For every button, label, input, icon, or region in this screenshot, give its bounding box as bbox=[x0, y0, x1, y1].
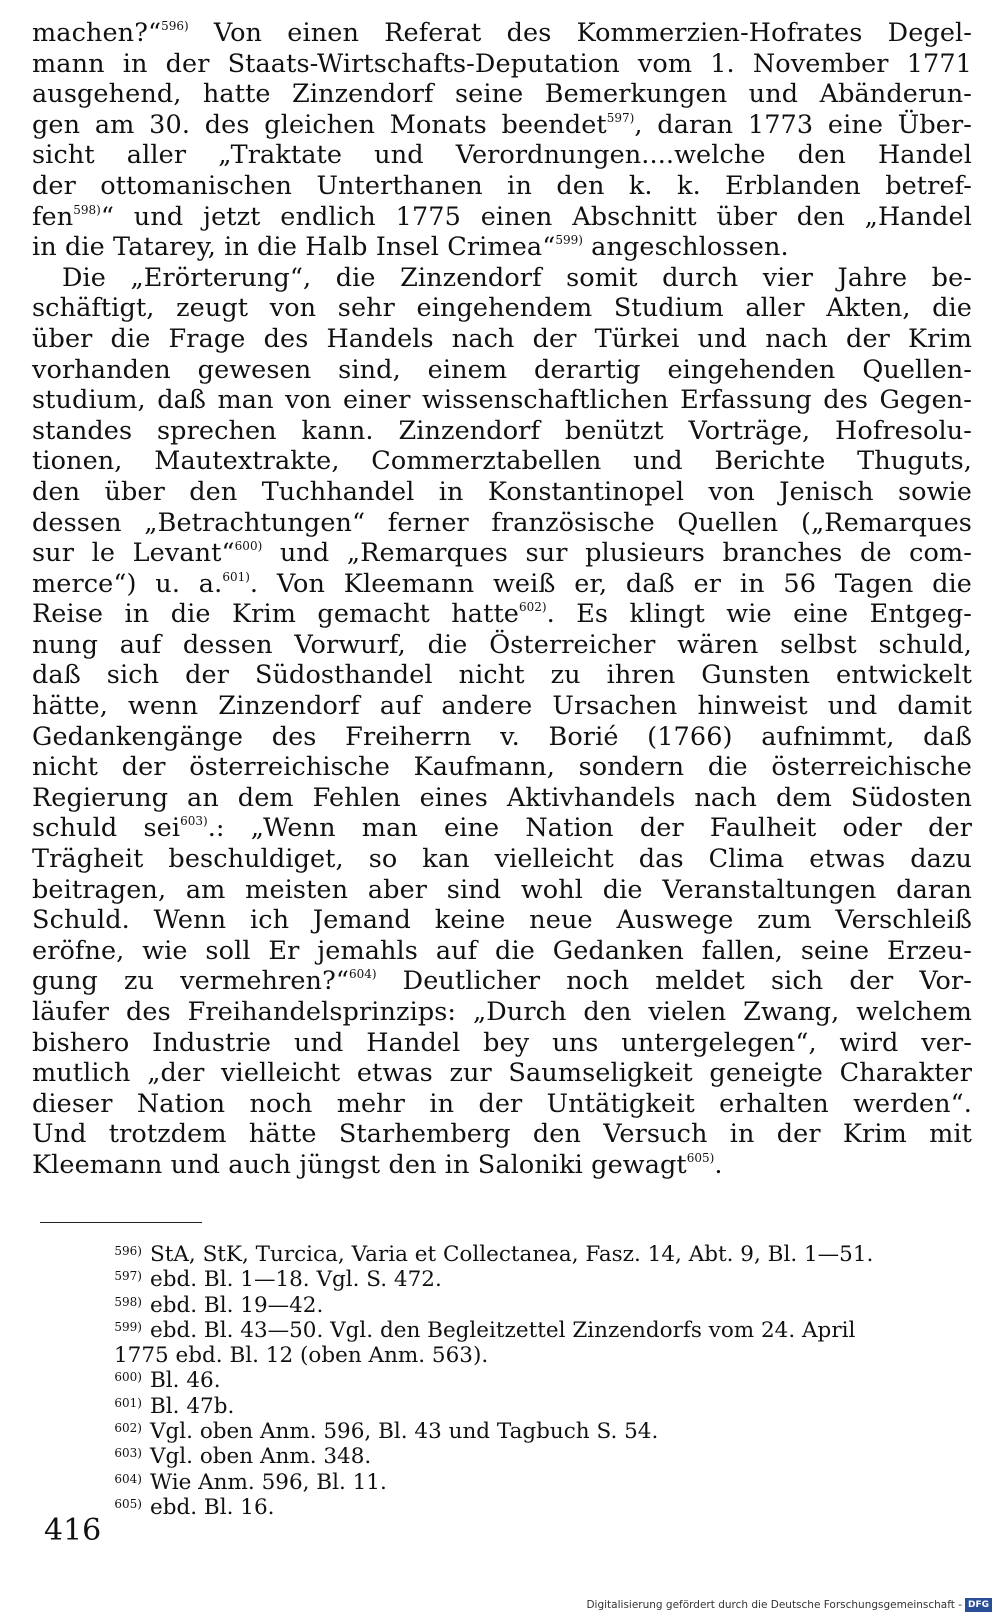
dfg-logo: DFG bbox=[965, 1598, 992, 1612]
footnote-text: Wie Anm. 596, Bl. 11. bbox=[150, 1469, 387, 1495]
text-line bbox=[32, 936, 972, 967]
text-line bbox=[32, 752, 972, 783]
footnote-ref: 600) bbox=[234, 539, 263, 554]
text-run: Regierung an dem Fehlen eines Aktivhandels nach dem Südosten bbox=[32, 782, 972, 813]
text-run: nicht der österreichische Kaufmann, sondern die österreichische bbox=[32, 752, 972, 783]
footnote-text: Bl. 47b. bbox=[150, 1393, 235, 1419]
text-line bbox=[32, 966, 972, 997]
digitization-credit bbox=[586, 1598, 992, 1612]
text-run: tionen, Mautextrakte, Commerztabellen und Berichte Thuguts, bbox=[32, 446, 972, 477]
text-line bbox=[32, 783, 972, 814]
text-run: standes sprechen kann. Zinzendorf benützt Vorträge, Hofresolu- bbox=[32, 415, 972, 446]
text-line bbox=[32, 630, 972, 661]
text-run: daß sich der Südosthandel nicht zu ihren Gunsten entwickelt bbox=[32, 660, 972, 691]
text-line bbox=[32, 324, 972, 355]
text-run: hätte, wenn Zinzendorf auf andere Ursachen hinweist und damit bbox=[32, 691, 972, 722]
footnote bbox=[76, 1242, 966, 1267]
footnote bbox=[76, 1318, 966, 1343]
footnote-number: 601) bbox=[114, 1395, 142, 1410]
text-line bbox=[32, 1150, 972, 1181]
text-run: der ottomanischen Unterthanen in den k. k. Erblanden betref- bbox=[32, 170, 972, 201]
text-run: . Es klingt wie eine Entgeg- bbox=[546, 599, 972, 630]
text-line bbox=[32, 49, 972, 80]
text-run: in die Tatarey, in die Halb Insel Crimea“ bbox=[32, 232, 556, 263]
text-run: dieser Nation noch mehr in der Untätigkeit erhalten werden“. bbox=[32, 1088, 972, 1119]
text-run: vorhanden gewesen sind, einem derartig eingehenden Quellen- bbox=[32, 354, 972, 385]
text-line bbox=[32, 1058, 972, 1089]
text-line bbox=[32, 446, 972, 477]
footnote-text: ebd. Bl. 43—50. Vgl. den Begleitzettel Zinzendorfs vom 24. April bbox=[150, 1317, 856, 1343]
footnote-number: 604) bbox=[114, 1471, 142, 1486]
text-run: und „Remarques sur plusieurs branches de com- bbox=[262, 538, 972, 569]
text-run: Trägheit beschuldiget, so kan vielleicht das Clima etwas dazu bbox=[32, 844, 972, 875]
text-run: schäftigt, zeugt von sehr eingehendem Studium aller Akten, die bbox=[32, 293, 972, 324]
text-line bbox=[32, 263, 972, 294]
footnote-number: 605) bbox=[114, 1496, 142, 1511]
footnote-number: 603) bbox=[114, 1446, 142, 1461]
text-line bbox=[32, 599, 972, 630]
text-run: über die Frage des Handels nach der Türkei und nach der Krim bbox=[32, 323, 972, 354]
text-run: eröfne, wie soll Er jemahls auf die Gedanken fallen, seine Erzeu- bbox=[32, 935, 972, 966]
footnote-text: StA, StK, Turcica, Varia et Collectanea, Fasz. 14, Abt. 9, Bl. 1—51. bbox=[150, 1242, 874, 1267]
text-run: ausgehend, hatte Zinzendorf seine Bemerkungen und Abänderun- bbox=[32, 79, 972, 110]
text-run: studium, daß man von einer wissenschaftlichen Erfassung des Gegen- bbox=[32, 385, 972, 416]
footnote-number: 596) bbox=[114, 1244, 142, 1258]
text-line bbox=[32, 508, 972, 539]
text-line bbox=[32, 355, 972, 386]
text-run: schuld sei bbox=[32, 813, 181, 844]
text-run: beitragen, am meisten aber sind wohl die Veranstaltungen daran bbox=[32, 874, 972, 905]
footnote-text: Vgl. oben Anm. 596, Bl. 43 und Tagbuch S. 54. bbox=[150, 1419, 659, 1445]
footnote-text: ebd. Bl. 19—42. bbox=[150, 1292, 324, 1318]
text-line bbox=[32, 171, 972, 202]
footnote-number: 597) bbox=[114, 1269, 142, 1284]
text-run: machen?“ bbox=[32, 18, 162, 48]
page-number: 416 bbox=[44, 1513, 102, 1548]
footnote-text: ebd. Bl. 16. bbox=[150, 1494, 275, 1520]
text-run: angeschlossen. bbox=[582, 232, 789, 263]
text-run: den über den Tuchhandel in Konstantinopel von Jenisch sowie bbox=[32, 476, 972, 507]
text-line bbox=[32, 660, 972, 691]
footnote bbox=[76, 1293, 966, 1318]
body-text bbox=[32, 18, 972, 1181]
footnote-number: 600) bbox=[114, 1370, 142, 1385]
footnote-divider bbox=[40, 1222, 202, 1223]
text-run: .: „Wenn man eine Nation der Faulheit oder der bbox=[207, 813, 972, 844]
text-line bbox=[32, 569, 972, 600]
footnote bbox=[76, 1394, 966, 1419]
text-run: . bbox=[714, 1149, 723, 1180]
footnote bbox=[76, 1444, 966, 1469]
text-run: mutlich „der vielleicht etwas zur Saumseligkeit geneigte Charakter bbox=[32, 1058, 972, 1089]
text-line bbox=[32, 905, 972, 936]
credit-text: Digitalisierung gefördert durch die Deutsche Forschungsgemeinschaft - bbox=[586, 1599, 962, 1611]
text-line bbox=[32, 293, 972, 324]
footnote-ref: 603) bbox=[180, 814, 208, 829]
footnote-text: Vgl. oben Anm. 348. bbox=[150, 1444, 372, 1470]
footnote-ref: 604) bbox=[349, 967, 377, 982]
footnote-ref: 596) bbox=[161, 19, 189, 33]
footnote-ref: 601) bbox=[222, 569, 250, 584]
text-run: Gedankengänge des Freiherrn v. Borié (1766) aufnimmt, daß bbox=[32, 721, 972, 752]
text-run: Schuld. Wenn ich Jemand keine neue Auswege zum Verschleiß bbox=[32, 905, 972, 936]
text-run: dessen „Betrachtungen“ ferner französische Quellen („Remarques bbox=[32, 507, 972, 538]
footnote-ref: 605) bbox=[686, 1150, 715, 1165]
footnote bbox=[76, 1470, 966, 1495]
text-line bbox=[32, 477, 972, 508]
footnote-text: ebd. Bl. 1—18. Vgl. S. 472. bbox=[150, 1267, 442, 1293]
footnote-ref: 602) bbox=[518, 600, 547, 615]
text-line bbox=[32, 110, 972, 141]
footnote-number: 598) bbox=[114, 1294, 142, 1309]
footnote bbox=[76, 1368, 966, 1393]
text-line bbox=[32, 538, 972, 569]
text-run: bishero Industrie und Handel bey uns untergelegen“, wird ver- bbox=[32, 1027, 972, 1058]
text-line bbox=[32, 813, 972, 844]
text-run: sicht aller „Traktate und Verordnungen....welche den Handel bbox=[32, 140, 972, 171]
footnote bbox=[76, 1419, 966, 1444]
text-run: sur le Levant“ bbox=[32, 538, 235, 569]
text-line bbox=[32, 1028, 972, 1059]
text-line bbox=[32, 385, 972, 416]
text-run: mann in der Staats-Wirtschafts-Deputation vom 1. November 1771 bbox=[32, 48, 972, 79]
text-run: Von einen Referat des Kommerzien-Hofrates Degel- bbox=[188, 18, 972, 48]
text-run: gung zu vermehren?“ bbox=[32, 966, 349, 997]
text-run: fen bbox=[32, 201, 74, 232]
footnote-ref: 599) bbox=[555, 233, 583, 248]
text-run: . Von Kleemann weiß er, daß er in 56 Tagen die bbox=[249, 568, 972, 599]
footnotes bbox=[76, 1242, 966, 1520]
text-line bbox=[32, 1089, 972, 1120]
text-line bbox=[32, 844, 972, 875]
footnote-number: 602) bbox=[114, 1421, 142, 1436]
text-line bbox=[32, 416, 972, 447]
text-line bbox=[32, 232, 972, 263]
text-line bbox=[32, 875, 972, 906]
text-line bbox=[32, 722, 972, 753]
text-run: merce“) u. a. bbox=[32, 568, 223, 599]
text-line bbox=[32, 997, 972, 1028]
footnote-ref: 597) bbox=[606, 110, 635, 125]
text-run: Kleemann und auch jüngst den in Saloniki gewagt bbox=[32, 1149, 687, 1180]
text-line bbox=[32, 1119, 972, 1150]
text-run: , daran 1773 eine Über- bbox=[634, 109, 972, 140]
text-run: Reise in die Krim gemacht hatte bbox=[32, 599, 519, 630]
text-line bbox=[32, 18, 972, 49]
text-run: Deutlicher noch meldet sich der Vor- bbox=[376, 966, 972, 997]
text-run: Und trotzdem hätte Starhemberg den Versuch in der Krim mit bbox=[32, 1119, 972, 1150]
footnote bbox=[76, 1343, 966, 1368]
text-run: läufer des Freihandelsprinzips: „Durch den vielen Zwang, welchem bbox=[32, 997, 972, 1027]
footnote-text: 1775 ebd. Bl. 12 (oben Anm. 563). bbox=[114, 1343, 489, 1369]
text-run: gen am 30. des gleichen Monats beendet bbox=[32, 109, 607, 140]
text-line bbox=[32, 140, 972, 171]
text-line bbox=[32, 202, 972, 233]
text-run: “ und jetzt endlich 1775 einen Abschnitt über den „Handel bbox=[100, 201, 972, 232]
text-line bbox=[32, 79, 972, 110]
text-run: Die „Erörterung“, die Zinzendorf somit durch vier Jahre be- bbox=[62, 262, 972, 293]
footnote bbox=[76, 1495, 966, 1520]
footnote bbox=[76, 1267, 966, 1292]
footnote-number: 599) bbox=[114, 1319, 142, 1334]
text-line bbox=[32, 691, 972, 722]
footnote-text: Bl. 46. bbox=[150, 1368, 221, 1394]
text-run: nung auf dessen Vorwurf, die Österreicher wären selbst schuld, bbox=[32, 629, 972, 660]
footnote-ref: 598) bbox=[73, 202, 101, 217]
